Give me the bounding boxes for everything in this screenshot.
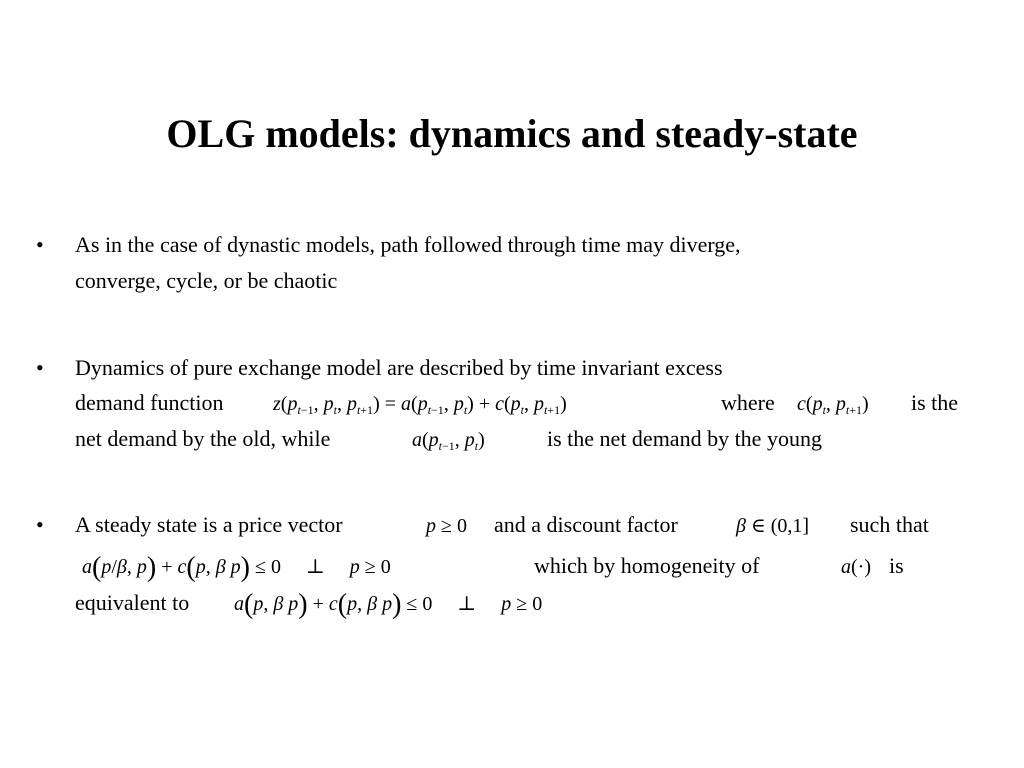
price-vector-condition: p ≥ 0 <box>426 515 467 537</box>
bullet-3-line-1b: and a discount factor <box>494 512 678 537</box>
bullet-2-line-3b: is the net demand by the young <box>547 426 822 451</box>
homogeneous-function: a(·) <box>841 556 871 578</box>
bullet-3-line-2b: is <box>889 553 904 578</box>
bullet-1-marker: • <box>36 232 44 257</box>
discount-factor-condition: β ∈ (0,1] <box>736 515 810 537</box>
young-demand-formula: $a(p_{t-1}$, $p_t$) <box>412 429 485 453</box>
bullet-3-line-2a: which by homogeneity of <box>534 553 760 578</box>
steady-state-condition: a(p/β, p) + c(p, β p) ≤ 0 ⊥ p ≥ 0 <box>82 552 391 583</box>
bullet-2-marker: • <box>36 355 44 380</box>
bullet-2-line-2c: is the <box>911 390 959 415</box>
slide-title: OLG models: dynamics and steady-state <box>166 111 858 156</box>
equivalent-condition: a(p, β p) + c(p, β p) ≤ 0 ⊥ p ≥ 0 <box>234 589 543 620</box>
bullet-2-line-2b: where <box>721 390 775 415</box>
bullet-3-marker: • <box>36 512 44 537</box>
bullet-3-line-1a: A steady state is a price vector <box>75 512 343 537</box>
excess-demand-equation: $z(p_{t-1}$, $p_t$, $p_{t+1}) = a(p_{t-1}$, $p_t) + c(p_t$, $p_{t+1}$) <box>273 393 567 417</box>
bullet-2-line-3a: net demand by the old, while <box>75 426 331 451</box>
bullet-3-line-1c: such that <box>850 512 929 537</box>
bullet-2-line-2a: demand function <box>75 390 224 415</box>
bullet-1-line-2: converge, cycle, or be chaotic <box>75 268 338 293</box>
bullet-2-line-1: Dynamics of pure exchange model are described by time invariant excess <box>75 355 723 380</box>
bullet-3-line-3a: equivalent to <box>75 590 190 615</box>
old-demand-formula: $c(p_t$, $p_{t+1}$) <box>797 393 869 417</box>
bullet-1-line-1: As in the case of dynastic models, path followed through time may diverge, <box>75 232 741 257</box>
